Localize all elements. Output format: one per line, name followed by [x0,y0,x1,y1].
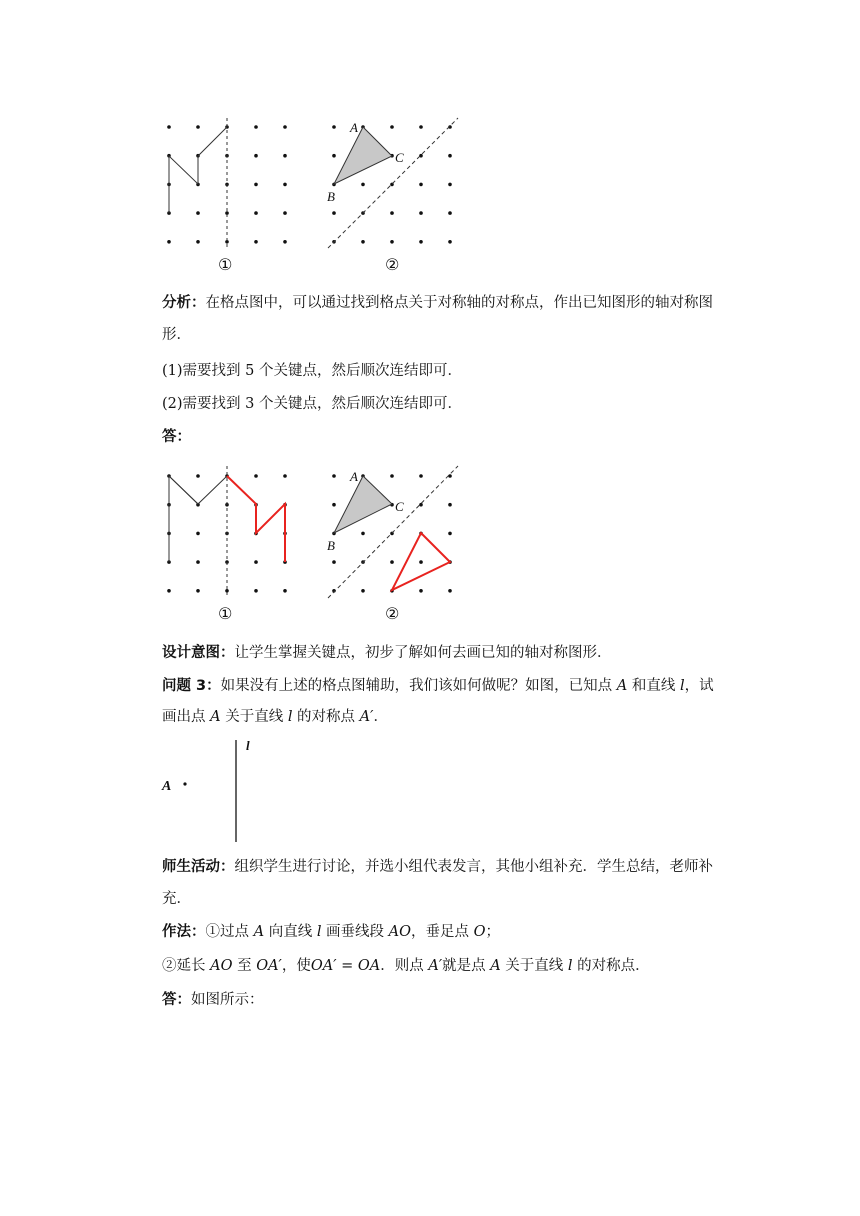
grid-dot [419,240,423,244]
grid-dot [448,532,452,536]
label-C-top: C [395,150,404,165]
grid-dot [254,240,258,244]
grid-dot [254,560,258,564]
grid-dot [361,240,365,244]
grid-dot [419,503,423,507]
step1-text: (1)需要找到 5 个关键点，然后顺次连结即可． [162,363,462,379]
grid-dot [332,474,336,478]
grid-dot [332,154,336,158]
grid-dot [448,589,452,593]
grid-dot [196,211,200,215]
grid-dot [390,560,394,564]
design-intent: 设计意图：让学生掌握关键点，初步了解如何去画已知的轴对称图形． [162,645,612,661]
design-label: 设计意图： [162,645,235,661]
grid-dot [254,211,258,215]
activity-line1: 师生活动：组织学生进行讨论，并选小组代表发言，其他小组补充．学生总结，老师补 [162,859,713,875]
grid-dot [390,474,394,478]
point-A [183,782,186,785]
grid-dot [361,589,365,593]
grid-dot [283,125,287,129]
grid-dot [254,183,258,187]
symmetry-axis-bottom-right [328,466,458,598]
grid-dot [283,589,287,593]
grid-dot [361,183,365,187]
analysis-line1: 分析：在格点图中，可以通过找到格点关于对称轴的对称点，作出已知图形的轴对称图 [162,295,713,311]
grid-dot [332,560,336,564]
grid-dot [254,474,258,478]
symmetry-axis-top-right [328,118,458,248]
given-shape-top-left [169,127,227,213]
grid-dot [167,240,171,244]
grid-dot [332,503,336,507]
grid-dot [254,589,258,593]
grid-dot [448,154,452,158]
problem3-line1: 问题 3：如果没有上述的格点图辅助，我们该如何做呢？如图，已知点 A 和直线 l，试 [162,678,714,694]
grid-dot [361,532,365,536]
grid-dot [283,183,287,187]
dot-grid-bottom-right [332,474,452,592]
grid-dot [283,240,287,244]
given-shape-bottom-left [169,476,227,562]
label-B-bottom: B [327,538,335,553]
label-C-bottom: C [395,499,404,514]
given-shape-bottom-left-b [169,476,198,504]
caption-bottom-right: ② [385,604,400,623]
given-triangle-top-right [334,127,392,184]
analysis-label: 分析： [162,295,206,311]
grid-dot [390,240,394,244]
label-A-top: A [350,120,358,135]
reflected-shape-bottom-left [227,476,285,562]
grid-dot [196,125,200,129]
grid-dot [332,125,336,129]
grid-dot [196,474,200,478]
grid-dot [419,211,423,215]
grid-dot [283,211,287,215]
grid-dot [254,125,258,129]
final-answer: 答：如图所示： [162,992,264,1008]
grid-dot [390,211,394,215]
grid-dot [419,183,423,187]
caption-top-right: ② [385,255,400,274]
label-A-bottom: A [350,469,358,484]
grid-dot [448,503,452,507]
activity-line2: 充． [162,891,191,907]
caption-top-left: ① [218,255,233,274]
grid-dot [419,589,423,593]
grid-dot [419,474,423,478]
given-triangle-bottom-right [334,476,392,533]
grid-dot [196,589,200,593]
step2-text: (2)需要找到 3 个关键点，然后顺次连结即可． [162,396,462,412]
grid-dot [332,211,336,215]
grid-dot [167,125,171,129]
point-A-label: A [162,779,172,794]
grid-dot [196,240,200,244]
grid-dot [196,532,200,536]
grid-dot [283,154,287,158]
grid-dot [448,211,452,215]
answer-label: 答： [162,429,191,445]
grid-dot [419,125,423,129]
grid-dot [419,560,423,564]
grid-dot [448,183,452,187]
method-line1: 作法：①过点 A 向直线 l 画垂线段 AO，垂足点 O； [162,924,501,940]
grid-dot [196,560,200,564]
grid-dot [390,125,394,129]
grid-dot [254,154,258,158]
label-B-top: B [327,189,335,204]
grid-dot [283,474,287,478]
grid-dot [448,240,452,244]
line-l-label: l [246,738,250,753]
caption-bottom-left: ① [218,604,233,623]
method-line2: ②延长 AO 至 OA′，使OA′ = OA．则点 A′就是点 A 关于直线 l 的对称点． [162,958,650,974]
analysis-line2: 形． [162,327,191,343]
grid-dot [167,589,171,593]
problem3-line2: 画出点 A 关于直线 l 的对称点 A′． [162,709,388,725]
